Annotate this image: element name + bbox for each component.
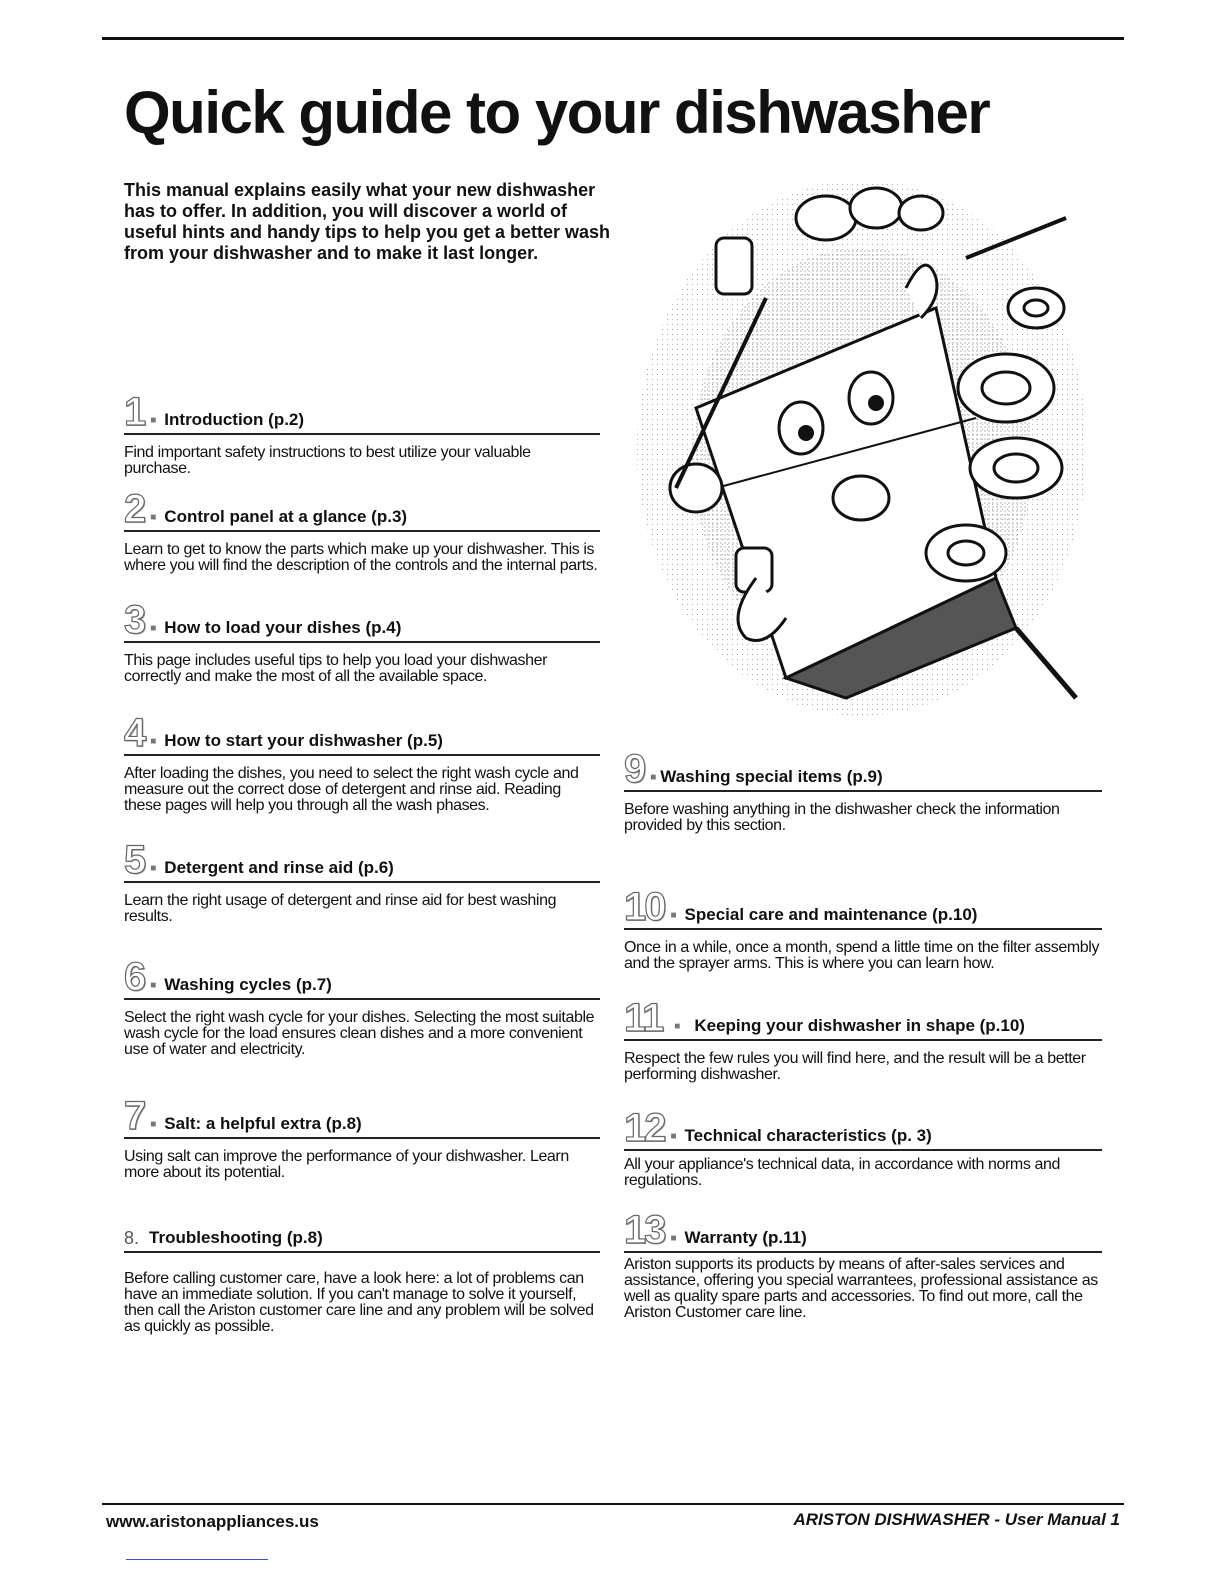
bullet-icon: ■: [150, 512, 157, 523]
section-heading: [124, 955, 600, 1000]
section-title[interactable]: How to load your dishes (p.4): [164, 618, 402, 637]
intro-paragraph: This manual explains easily what your new dishwasher has to offer. In addition, you will discover a world of useful hints and handy tips to help you get a better wash from your dishwasher and to make it last longer.: [124, 180, 611, 263]
section-heading: [624, 885, 1102, 930]
section-description: All your appliance's technical data, in accordance with norms and regulations.: [624, 1156, 1060, 1189]
section-heading: [124, 1210, 600, 1253]
section-troubleshooting[interactable]: [124, 1210, 600, 1335]
section-description: Ariston supports its products by means of after-sales services and assistance, offering you special warrantees, professional assistance as well as quality spare parts and accessories. To find out more, call the Ariston Customer care line.: [624, 1256, 1098, 1321]
bullet-icon: ■: [150, 415, 157, 426]
section-detergent[interactable]: [124, 838, 600, 925]
dishwasher-illustration: [636, 158, 1088, 718]
section-heading: [624, 1208, 1102, 1253]
bullet-icon: ■: [150, 623, 157, 634]
section-title[interactable]: How to start your dishwasher (p.5): [164, 731, 443, 750]
section-keep-in-shape[interactable]: [624, 996, 1102, 1083]
section-number: 4: [124, 711, 145, 755]
bullet-icon: ■: [150, 863, 157, 874]
section-special-items[interactable]: [624, 747, 1102, 834]
section-description: Using salt can improve the performance of your dishwasher. Learn more about its potential.: [124, 1148, 569, 1181]
section-number: 7: [124, 1094, 145, 1138]
section-title[interactable]: Detergent and rinse aid (p.6): [164, 858, 394, 877]
section-number: 6: [124, 955, 145, 999]
section-number: 13: [624, 1208, 665, 1252]
top-rule: [102, 37, 1124, 40]
section-heading: [124, 711, 600, 756]
section-heading: [124, 390, 600, 435]
section-number: 3: [124, 598, 145, 642]
footer-link-underline: [126, 1559, 268, 1560]
bullet-icon: ■: [150, 1119, 157, 1130]
section-description: Find important safety instructions to best utilize your valuable purchase.: [124, 444, 531, 477]
bullet-icon: ■: [670, 1131, 677, 1142]
section-description: Before calling customer care, have a look here: a lot of problems can have an immediate solution. If you can't manage to solve it yourself, then call the Ariston customer care line and any problem will be solved as quickly as possible.: [124, 1270, 594, 1335]
section-heading: [624, 747, 1102, 792]
section-number: 10: [624, 885, 665, 929]
section-description: Learn the right usage of detergent and rinse aid for best washing results.: [124, 892, 557, 925]
section-number: 2: [124, 487, 145, 531]
section-number: 1: [124, 390, 145, 434]
section-heading: [124, 1094, 600, 1139]
section-title[interactable]: Washing cycles (p.7): [164, 975, 332, 994]
section-title[interactable]: Introduction (p.2): [164, 410, 305, 429]
bullet-icon: ■: [670, 1233, 677, 1244]
section-number: 12: [624, 1106, 665, 1150]
section-description: Respect the few rules you will find here, and the result will be a better performing dishwasher.: [624, 1050, 1086, 1083]
section-technical[interactable]: [624, 1106, 1102, 1189]
page-title: Quick guide to your dishwasher: [124, 79, 990, 146]
section-salt[interactable]: [124, 1094, 600, 1181]
section-number: 5: [124, 838, 145, 882]
bullet-icon: ■: [150, 980, 157, 991]
section-description: After loading the dishes, you need to select the right wash cycle and measure out the correct dose of detergent and rinse aid. Reading these pages will help you through all the wash phases.: [124, 765, 579, 814]
bullet-icon: ■: [150, 736, 157, 747]
section-title[interactable]: Keeping your dishwasher in shape (p.10): [694, 1016, 1025, 1035]
section-load-dishes[interactable]: [124, 598, 600, 685]
section-warranty[interactable]: [624, 1208, 1102, 1321]
section-heading: [124, 838, 600, 883]
section-heading: [624, 996, 1102, 1041]
section-washing-cycles[interactable]: [124, 955, 600, 1058]
bullet-icon: ■: [674, 1021, 681, 1032]
section-heading: [124, 598, 600, 643]
section-title[interactable]: Technical characteristics (p. 3): [684, 1126, 932, 1145]
section-title[interactable]: Salt: a helpful extra (p.8): [164, 1114, 362, 1133]
section-description: Before washing anything in the dishwasher check the information provided by this section.: [624, 801, 1060, 834]
section-introduction[interactable]: [124, 390, 600, 477]
section-description: Learn to get to know the parts which make up your dishwasher. This is where you will find the description of the controls and the internal parts.: [124, 541, 598, 574]
section-description: This page includes useful tips to help you load your dishwasher correctly and make the most of all the available space.: [124, 652, 548, 685]
section-number: 9: [624, 747, 645, 791]
section-title[interactable]: Special care and maintenance (p.10): [684, 905, 978, 924]
bullet-icon: ■: [650, 772, 657, 783]
footer-title: ARISTON DISHWASHER - User Manual 1: [793, 1510, 1120, 1529]
bullet-icon: ■: [670, 910, 677, 921]
section-start-dishwasher[interactable]: [124, 711, 600, 814]
section-title[interactable]: Warranty (p.11): [684, 1228, 807, 1247]
section-title[interactable]: Washing special items (p.9): [660, 767, 883, 786]
section-special-care[interactable]: [624, 885, 1102, 972]
section-heading: [124, 487, 600, 532]
section-number: 11: [624, 996, 663, 1040]
section-control-panel[interactable]: [124, 487, 600, 574]
section-title[interactable]: Troubleshooting (p.8): [149, 1228, 323, 1247]
section-heading: [624, 1106, 1102, 1151]
section-title[interactable]: Control panel at a glance (p.3): [164, 507, 408, 526]
footer-url[interactable]: www.aristonappliances.us: [106, 1512, 319, 1531]
section-number: 8.: [124, 1228, 140, 1248]
section-description: Once in a while, once a month, spend a little time on the filter assembly and the sprayer arms. This is where you can learn how.: [624, 939, 1100, 972]
bottom-rule: [102, 1503, 1124, 1505]
section-description: Select the right wash cycle for your dishes. Selecting the most suitable wash cycle for the load ensures clean dishes and a more convenient use of water and electricity.: [124, 1009, 595, 1058]
